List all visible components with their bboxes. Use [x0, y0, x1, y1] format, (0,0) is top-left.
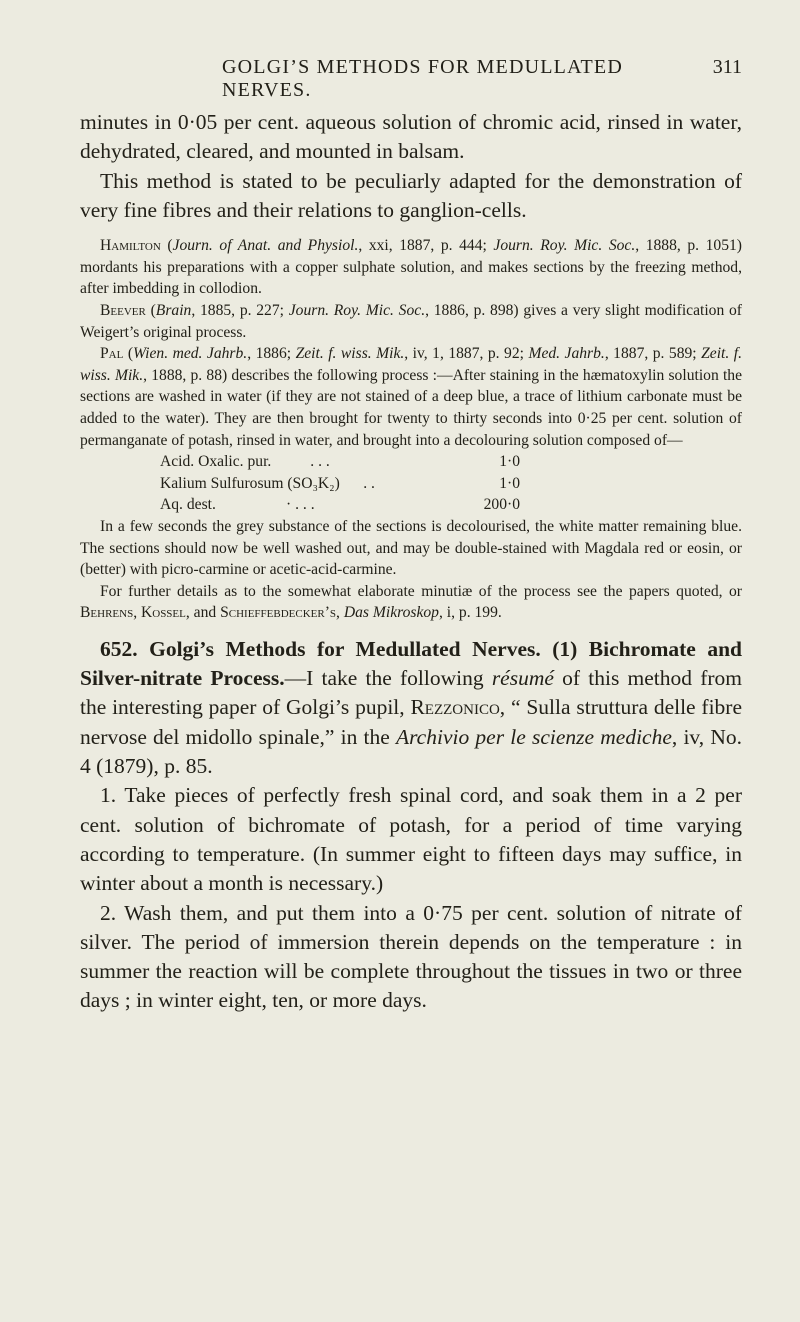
decolouring-formula: [80, 451, 742, 516]
formula-row: [160, 451, 742, 473]
journal-ref: Archivio per le scienze mediche: [395, 724, 672, 749]
formula-row: [160, 473, 742, 495]
ingredient-name: Acid. Oxalic. pur.: [160, 453, 272, 471]
text-segment: , iv, No. 4 (1879), p. 85.: [80, 724, 743, 779]
formula-ingredient: [160, 473, 460, 495]
formula-amount: 200·0: [483, 496, 520, 514]
journal-ref: Wien. med. Jahrb.: [133, 345, 248, 363]
author-pal: Pal: [100, 345, 124, 363]
author-schiefferdecker: Schieffebdecker’s: [220, 604, 337, 622]
running-title: GOLGI’S METHODS FOR MEDULLATED NERVES.: [222, 56, 623, 101]
author-rezzonico: Rezzonico: [410, 695, 500, 720]
text-segment: , xxi, 1887, p. 444;: [358, 237, 494, 255]
body-text: [80, 108, 742, 1016]
page-number: 311: [712, 56, 742, 78]
formula-amount: 1·0: [499, 453, 520, 471]
step-1: 1. Take pieces of perfectly fresh spinal cord, and soak them in a 2 per cent. solution of bichromate of potash, for a period of time varying according to temperature. (In summer eight to fifteen days may suffice, in winter about a month is necessary.): [80, 783, 742, 896]
text-segment: ,: [133, 604, 141, 622]
ingredient-name: Kalium Sulfurosum (SO₃K₂): [160, 474, 340, 492]
formula-amount: 1·0: [499, 474, 520, 492]
journal-ref: Journ. Roy. Mic. Soc.: [493, 237, 636, 255]
formula-ingredient: [160, 451, 460, 473]
running-head: [222, 56, 742, 102]
text-segment: (: [160, 237, 173, 255]
leader-dots: · . . .: [286, 496, 315, 514]
resume-word: résumé: [491, 666, 554, 691]
further-paragraph: [80, 581, 742, 624]
book-ref: Das Mikroskop: [343, 604, 439, 622]
intro-line-5: ganglion-cells.: [399, 197, 527, 222]
leader-dots: . . .: [310, 453, 330, 471]
journal-ref: Brain: [155, 301, 192, 319]
section-652-paragraph: [80, 635, 742, 781]
formula-ingredient: [160, 494, 460, 516]
ingredient-name: Aq. dest.: [160, 496, 216, 514]
step-2: 2. Wash them, and put them into a 0·75 per cent. solution of nitrate of silver. The period of immersion therein depends on the temperature : in summer the reaction will be complete throughout the tissues in two or three days ; in winter eight, ten, or more days.: [80, 900, 742, 1013]
text-segment: , 1887, p. 589;: [604, 345, 702, 363]
text-segment: For further details as to the somewhat elaborate minutiæ of the process see the papers quoted, or: [100, 582, 742, 600]
formula-row: [160, 494, 742, 516]
intro-line-3: This method is stated to be peculiarly adapted for the: [100, 168, 585, 193]
text-segment: ,: [336, 604, 344, 622]
text-segment: , i, p. 199.: [438, 604, 502, 622]
journal-ref: Zeit. f. wiss. Mik.: [80, 345, 742, 384]
beever-paragraph: [80, 300, 742, 343]
intro-line-2: rinsed in water, dehydrated, cleared, and mounted in balsam.: [80, 110, 743, 164]
author-behrens: Behrens: [80, 604, 134, 622]
journal-ref: Journ. Roy. Mic. Soc.: [288, 301, 426, 319]
text-segment: , 1888, p. 1051) mordants his preparations with a copper sulphate solution, and makes sections by the freezing method, after imbedding in collodion.: [80, 237, 742, 298]
text-segment: , iv, 1, 1887, p. 92;: [404, 345, 529, 363]
journal-ref: Zeit. f. wiss. Mik.: [295, 345, 405, 363]
pal-paragraph: [80, 343, 742, 451]
text-segment: , 1885, p. 227;: [191, 301, 289, 319]
intro-line-4: demonstration of very fine fibres and their relations to: [80, 168, 742, 222]
text-segment: , 1886;: [247, 345, 296, 363]
text-segment: , 1888, p. 88) describes the following process :—After staining in the hæmatoxylin solution the sections are washed in water (if they are not stained of a deep blue, a trace of lithium carbonate must be added to the water). They are then brought for twenty to thirty seconds into 0·25 per cent. solution of permanganate of potash, rinsed in water, and brought into a decolouring solution composed of—: [80, 366, 742, 449]
leader-dots: . .: [363, 474, 375, 492]
intro-line-1: minutes in 0·05 per cent. aqueous solution of chromic acid,: [80, 110, 601, 134]
text-segment: , 1886, p. 898) gives a very slight modification of Weigert’s original process.: [80, 301, 743, 341]
author-beever: Beever: [100, 301, 146, 319]
section-heading: 652. Golgi’s Methods for Medullated Nerves. (1) Bichromate and Silver-nitrate Process.: [80, 636, 742, 691]
journal-ref: Journ. of Anat. and Physiol.: [172, 237, 359, 255]
intro-paragraph: [80, 108, 742, 225]
author-hamilton: Hamilton: [100, 237, 161, 255]
text-segment: (: [123, 345, 134, 363]
author-kossel: Kossel: [140, 604, 186, 622]
text-segment: of this method from the interesting paper of Golgi’s pupil,: [80, 666, 743, 720]
text-segment: , and: [185, 604, 221, 622]
journal-ref: Med. Jahrb.: [528, 345, 605, 363]
decolour-paragraph: In a few seconds the grey substance of the sections is decolourised, the white matter remaining blue. The sections should now be well washed out, and may be double-stained with Magdala red or eosin, or (better) with picro-carmine or acetic-acid-carmine.: [80, 517, 742, 579]
text-segment: —I take the following: [284, 666, 492, 691]
text-segment: (: [145, 301, 156, 319]
hamilton-paragraph: [80, 235, 742, 300]
text-segment: , “ Sulla struttura delle fibre nervose del midollo spinale,” in the: [80, 695, 743, 749]
